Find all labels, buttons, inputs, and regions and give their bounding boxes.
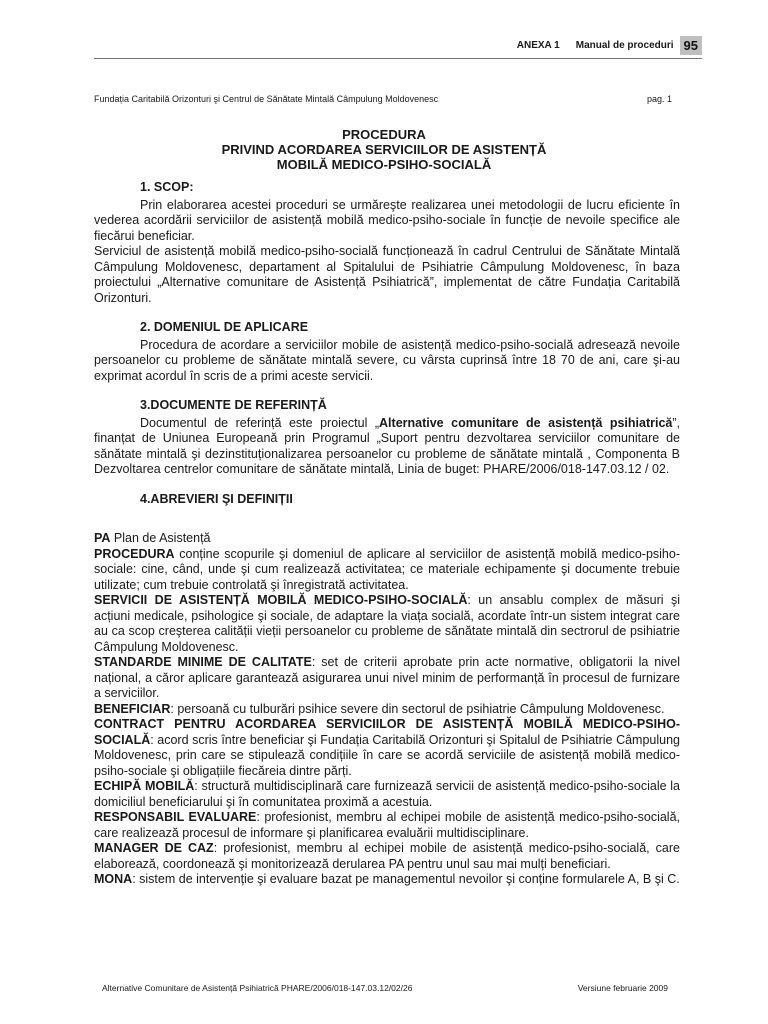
definition-term: MONA bbox=[94, 872, 133, 886]
page-number-badge: 95 bbox=[680, 36, 702, 55]
definition-text: conține scopurile şi domeniul de aplicare al serviciilor de asistență mobilă medico-psiho-sociale: cine, când, unde şi cum realizează activitatea; ce materiale echipamente şi documente trebuie utilizate; cum trebuie controlată şi înregistrată activitatea. bbox=[94, 546, 680, 592]
definition-term: BENEFICIAR bbox=[94, 701, 171, 716]
title-line-3: MOBILĂ MEDICO-PSIHO-SOCIALĂ bbox=[276, 157, 492, 172]
definition-term: PA bbox=[94, 531, 111, 545]
section-references-heading: 3.DOCUMENTE DE REFERINȚĂ bbox=[140, 398, 327, 412]
definition-text: Plan de Asistență bbox=[110, 531, 211, 545]
page-footer bbox=[102, 983, 668, 993]
definition-term: RESPONSABIL EVALUARE bbox=[94, 810, 257, 824]
title-line-2: PRIVIND ACORDAREA SERVICIILOR DE ASISTENȚĂ bbox=[221, 142, 547, 157]
page-label: pag. 1 bbox=[646, 94, 672, 104]
title-line-1: PROCEDURA bbox=[342, 127, 426, 142]
definition-term: CONTRACT PENTRU ACORDAREA SERVICIILOR DE ASISTENȚĂ MOBILĂ MEDICO-PSIHO-SOCIALĂ bbox=[94, 717, 680, 747]
annex-label: ANEXA 1 bbox=[516, 40, 560, 51]
definition-item bbox=[94, 872, 680, 888]
definitions-list bbox=[94, 531, 680, 888]
references-project-name: Alternative comunitare de asistență psihiatrică bbox=[379, 415, 673, 430]
references-paragraph bbox=[94, 416, 680, 478]
definition-text: : set de criterii aprobate prin acte normative, obligatorii la nivel național, a căror aplicare garantează asigurarea unui nivel minim de performanță în procesul de furnizare a serviciilor. bbox=[94, 655, 680, 700]
section-abbrev-heading: 4.ABREVIERI ŞI DEFINIȚII bbox=[140, 491, 293, 506]
scope-paragraph-1: Prin elaborarea acestei proceduri se urmăreşte realizarea unei metodologii de lucru eficiente în vederea acordării serviciilor de asistență mobilă medico-psiho-sociale în funcție de nevoile specifice ale fiecărui beneficiar. bbox=[94, 197, 680, 243]
footer-project: Alternative Comunitare de Asistență Psihiatrică PHARE/2006/018-147.03.12/02/26 bbox=[102, 983, 413, 993]
section-scope-heading: 1. SCOP: bbox=[140, 180, 194, 194]
definition-text: : persoană cu tulburări psihice severe din sectorul de psihiatrie Câmpulung Moldovenesc. bbox=[170, 701, 665, 716]
definition-text: : un ansablu complex de măsuri şi acțiuni medicale, psihologice şi sociale, de adaptare la viața socială, acordate într-un sistem integrat care au ca scop creşterea calității vieții persoanelor cu probleme de sănătate mintală din sectrorul de psihiatrie Câmpulung Moldovenesc. bbox=[94, 593, 680, 654]
document-title bbox=[0, 127, 768, 172]
definition-text: : sistem de intervenție şi evaluare bazat pe managementul nevoilor şi conține formularele A, B şi C. bbox=[132, 872, 680, 886]
header-rule bbox=[94, 58, 702, 59]
definition-item bbox=[94, 531, 680, 547]
definition-item bbox=[94, 702, 680, 718]
definition-text: : profesionist, membru al echipei mobile de asistență medico-psiho-socială, care realizează procesul de informare şi planificarea evaluării multidisciplinare. bbox=[94, 810, 680, 840]
definition-term: MANAGER DE CAZ bbox=[94, 841, 214, 855]
definition-item bbox=[94, 655, 680, 702]
domain-paragraph: Procedura de acordare a serviciilor mobile de asistență medico-psiho-socială adresează nevoile persoanelor cu probleme de sănătate mintală severe, cu vârsta cuprinsă între 18 70 de ani, care şi-au exprimat acordul în scris de a primi aceste servicii. bbox=[94, 337, 680, 383]
manual-label: Manual de proceduri bbox=[575, 40, 674, 51]
document-body bbox=[94, 180, 680, 888]
definition-text: : acord scris între beneficiar şi Fundația Caritabilă Orizonturi şi Spitalul de Psihiatrie Câmpulung Moldovenesc, prin care se stipulează condițiile în care se acordă serviciile de asistență mobilă medico-psiho-sociale şi obligațiile fiecăreia dintre părți. bbox=[94, 732, 680, 778]
footer-version: Versiune februarie 2009 bbox=[577, 983, 668, 993]
definition-item bbox=[94, 717, 680, 779]
definition-term: STANDARDE MINIME DE CALITATE bbox=[94, 655, 312, 669]
references-text-start: Documentul de referință este proiectul „ bbox=[140, 415, 380, 430]
definition-item bbox=[94, 841, 680, 872]
definition-item bbox=[94, 547, 680, 594]
definition-term: SERVICII DE ASISTENȚĂ MOBILĂ MEDICO-PSIHO-SOCIALĂ bbox=[94, 593, 468, 607]
scope-paragraph-2: Serviciul de asistență mobilă medico-psiho-socială funcționează în cadrul Centrului de Sănătate Mintală Câmpulung Moldovenesc, departament al Spitalului de Psihiatrie Câmpulung Moldovenesc, în baza proiectului „Alternative comunitare de Asistență Psihiatrică”, implementat de către Fundația Caritabilă Orizonturi. bbox=[94, 244, 680, 305]
definition-item bbox=[94, 593, 680, 655]
definition-text: : structură multidisciplinară care furnizează servicii de asistență medico-psiho-sociale la domiciliul beneficiarului şi în comunitatea proximă a acestuia. bbox=[94, 779, 680, 809]
definition-item bbox=[94, 810, 680, 841]
running-title: Fundația Caritabilă Orizonturi şi Centrul de Sănătate Mintală Câmpulung Moldovenesc bbox=[94, 94, 439, 104]
references-text-end: ”, finanțat de Uniunea Europeană prin Programul „Suport pentru dezvoltarea serviciilor comunitare de sănătate mintală şi dezinstituționalizarea persoanelor cu probleme de sănătate mintală , Componenta B Dezvoltarea centrelor comunitare de sănătate mintală, Linia de buget: PHARE/2006/018-147.03.12 / 02. bbox=[94, 415, 680, 476]
section-domain-heading: 2. DOMENIUL DE APLICARE bbox=[140, 320, 309, 334]
top-header bbox=[517, 36, 702, 55]
definition-term: ECHIPĂ MOBILĂ bbox=[94, 779, 195, 793]
definition-text: : profesionist, membru al echipei mobile de asistență medico-psiho-socială, care elaborează, coordonează şi monitorizează derularea PA pentru unul sau mai mulți beneficiari. bbox=[94, 841, 680, 871]
definition-term: PROCEDURA bbox=[94, 546, 175, 561]
definition-item bbox=[94, 779, 680, 810]
running-header bbox=[94, 94, 672, 104]
